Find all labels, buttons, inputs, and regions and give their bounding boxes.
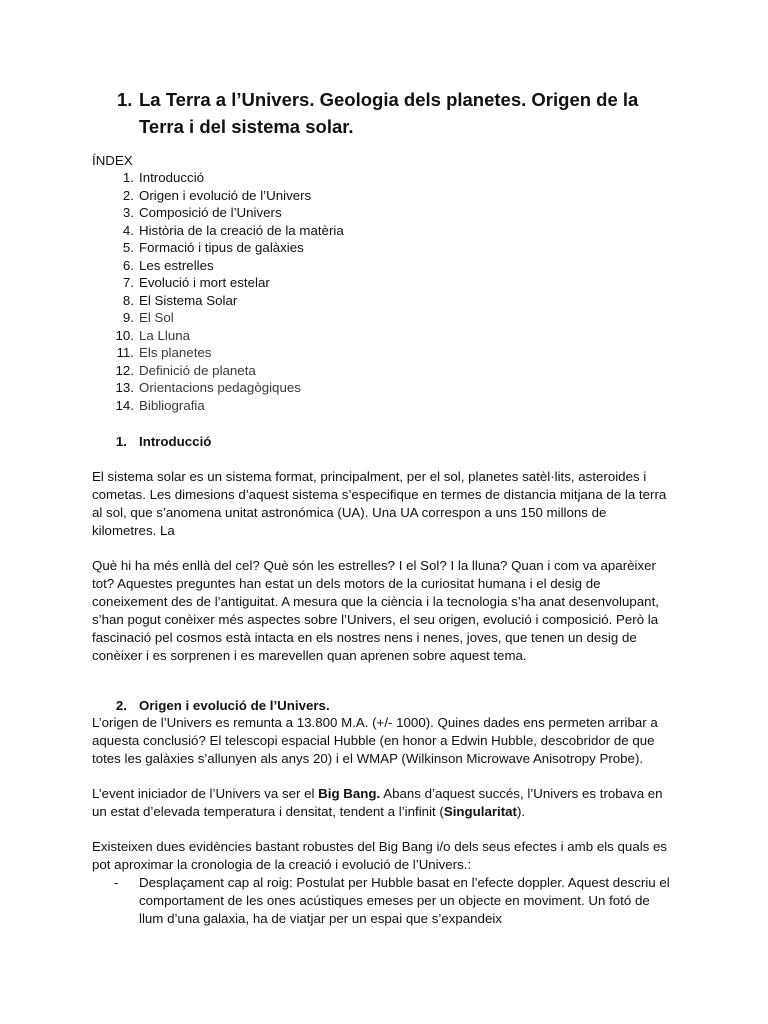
singularitat-term: Singularitat xyxy=(443,804,517,819)
intro-paragraph-2: Què hi ha més enllà del cel? Què són les estrelles? I el Sol? I la lluna? Quan i com va aparèixer tot? Aquestes preguntes han estat un dels motors de la curiositat humana i el desig de coneixement des de l’antiguitat. A mesura que la ciència i la tecnologia s’ha anat desenvolupant, s’han pogut conèixer més aspectes sobre l’Univers, el seu origen, evolució i composició. Però la fascinació pel cosmos està intacta en els nostres nens i nenes, joves, que tenen un desig de conèixer i es sorprenen i es marevellen quan aprenen sobre aquest tema. xyxy=(92,558,659,663)
index-item-number: 10. xyxy=(115,327,134,343)
origin-p2-text-c: ). xyxy=(516,804,526,819)
index-item-number: 5. xyxy=(122,240,134,255)
index-item-label: Introducció xyxy=(139,170,205,185)
index-item-label: Història de la creació de la matèria xyxy=(139,222,344,238)
index-item-number: 12. xyxy=(115,362,134,378)
index-item-label: Composició de l’Univers xyxy=(139,205,282,220)
bullet-dash: - xyxy=(114,875,119,890)
index-item-number: 6. xyxy=(122,257,134,273)
index-item-label: La Lluna xyxy=(139,327,191,343)
origin-paragraph-3: Existeixen dues evidències bastant robustes del Big Bang i/o dels seus efectes i amb els quals es pot aproximar la cronologia de la creació i evolució de l’Univers.: xyxy=(92,839,668,872)
index-item-label: Les estrelles xyxy=(139,257,214,273)
index-item-label: Evolució i mort estelar xyxy=(139,275,270,290)
index-item-label: El Sistema Solar xyxy=(139,292,238,308)
title-text: La Terra a l’Univers. Geologia dels planetes. Origen de la Terra i del sistema solar. xyxy=(139,89,639,137)
index-item-label: Orientacions pedagògiques xyxy=(139,380,301,395)
origin-paragraph-2 xyxy=(92,785,672,821)
section-1-number: 1. xyxy=(115,434,127,449)
index-item-number: 8. xyxy=(122,292,134,308)
index-item-number: 1. xyxy=(122,170,134,185)
index-item-label: El Sol xyxy=(139,310,174,325)
document-title xyxy=(117,86,687,140)
section-1-title: Introducció xyxy=(139,434,212,449)
index-item-number: 9. xyxy=(122,310,134,325)
origin-p2-text-b: Abans d’aquest succés, l’Univers es trobava en un estat d’elevada temperatura i densitat, tendent a l’infinit ( xyxy=(92,786,663,819)
index-item-number: 13. xyxy=(115,380,134,395)
intro-paragraph-1: El sistema solar es un sistema format, principalment, per el sol, planetes satèl·lits, asteroides i cometas. Les dimesions d’aquest sistema s’especifique en termes de distancia mitjana de la terra al sol, que s’anomena unitat astronómica (UA). Una UA correspon a uns 150 millons de kilometres. La xyxy=(92,469,667,538)
index-item-number: 2. xyxy=(122,187,134,203)
index-item-number: 14. xyxy=(115,397,134,413)
index-item-number: 3. xyxy=(122,205,134,220)
index-item-number: 7. xyxy=(122,275,134,290)
origin-paragraph-1: L’origen de l’Univers es remunta a 13.800 M.A. (+/- 1000). Quines dades ens permeten arribar a aquesta conclusió? El telescopi espacial Hubble (en honor a Edwin Hubble, descobridor de que totes les galàxies s’allunyen als anys 20) i el WMAP (Wilkinson Microwave Anisotropy Probe). xyxy=(92,715,658,766)
index-item-label: Formació i tipus de galàxies xyxy=(139,240,304,255)
index-item-label: Definició de planeta xyxy=(139,362,256,378)
title-number: 1. xyxy=(117,89,133,110)
origin-p2-text-a: L’event iniciador de l’Univers va ser el xyxy=(92,786,319,801)
bullet-text: Desplaçament cap al roig: Postulat per Hubble basat en l’efecte doppler. Aquest descriu el comportament de les ones acústiques emeses per un objecte en moviment. Un fotó de llum d’una galaxia, ha de viatjar per un espai que s’expandeix xyxy=(139,875,670,926)
bullet-item-redshift xyxy=(92,874,672,928)
index-item-label: Bibliografia xyxy=(139,397,205,413)
index-heading: ÍNDEX xyxy=(92,153,133,168)
index-item-label: Origen i evolució de l’Univers xyxy=(139,187,312,203)
big-bang-term: Big Bang. xyxy=(318,786,381,801)
section-2-title: Origen i evolució de l’Univers. xyxy=(139,698,330,713)
index-item-number: 4. xyxy=(122,222,134,238)
section-2-number: 2. xyxy=(115,698,127,713)
index-item-number: 11. xyxy=(116,345,134,360)
index-item-label: Els planetes xyxy=(139,345,212,360)
